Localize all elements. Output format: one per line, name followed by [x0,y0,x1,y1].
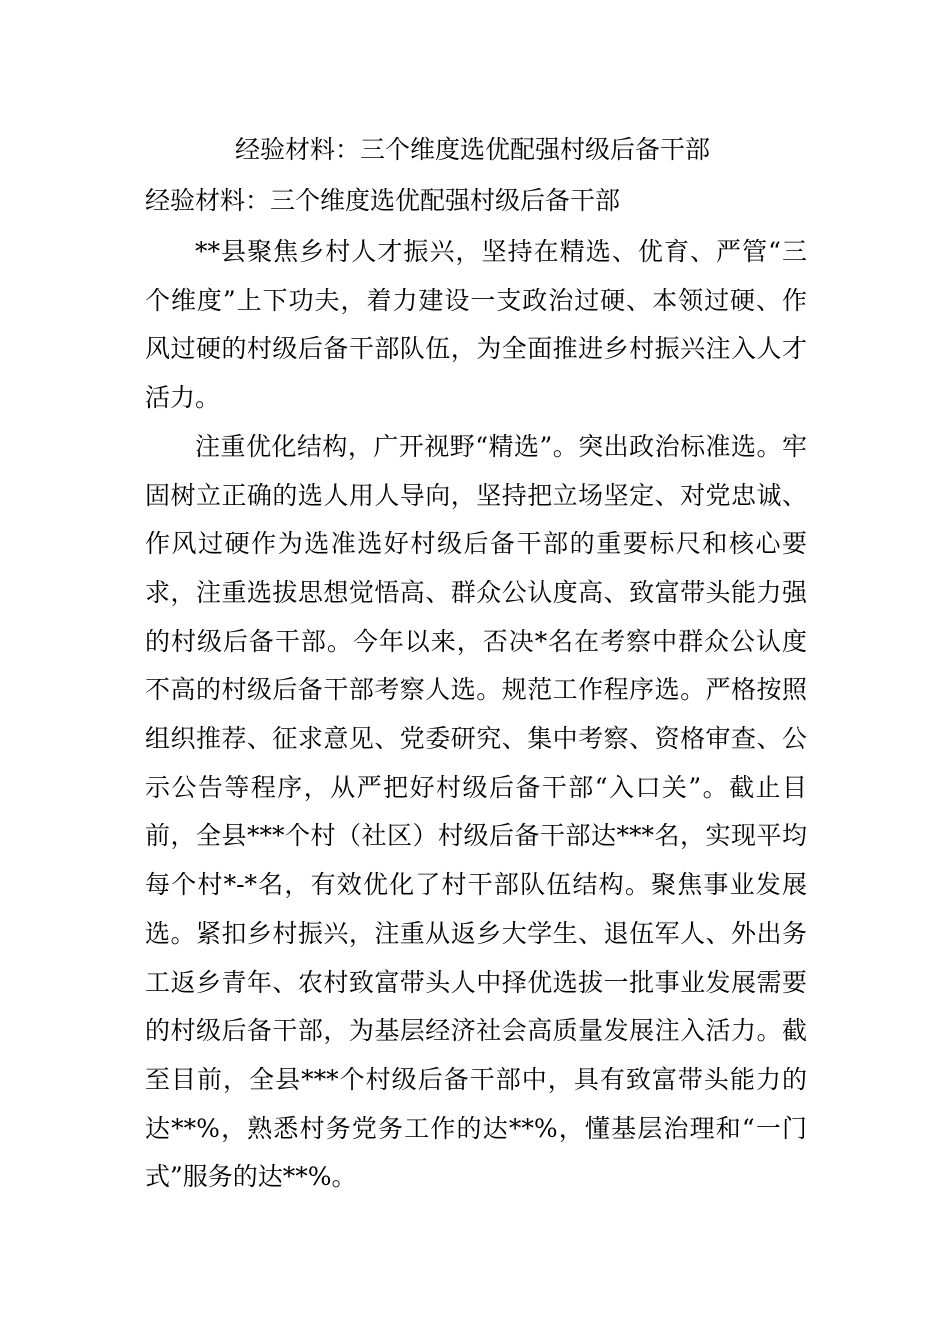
document-body [145,228,807,1202]
paragraph-selection: 注重优化结构，广开视野“精选”。突出政治标准选。牢固树立正确的选人用人导向，坚持把立场坚定、对党忠诚、作风过硬作为选准选好村级后备干部的重要标尺和核心要求，注重选拔思想觉悟高、群众公认度高、致富带头能力强的村级后备干部。今年以来，否决*名在考察中群众公认度不高的村级后备干部考察人选。规范工作程序选。严格按照组织推荐、征求意见、党委研究、集中考察、资格审查、公示公告等程序，从严把好村级后备干部“入口关”。截止目前，全县***个村（社区）村级后备干部达***名，实现平均每个村*-*名，有效优化了村干部队伍结构。聚焦事业发展选。紧扣乡村振兴，注重从返乡大学生、退伍军人、外出务工返乡青年、农村致富带头人中择优选拔一批事业发展需要的村级后备干部，为基层经济社会高质量发展注入活力。截至目前，全县***个村级后备干部中，具有致富带头能力的达**%，熟悉村务党务工作的达**%，懂基层治理和“一门式”服务的达**%。 [145,431,807,1192]
document-title: 经验材料：三个维度选优配强村级后备干部 [235,135,711,164]
document-subtitle: 经验材料：三个维度选优配强村级后备干部 [145,186,621,215]
paragraph-intro: **县聚焦乡村人才振兴，坚持在精选、优育、严管“三个维度”上下功夫，着力建设一支政治过硬、本领过硬、作风过硬的村级后备干部队伍，为全面推进乡村振兴注入人才活力。 [145,237,807,413]
